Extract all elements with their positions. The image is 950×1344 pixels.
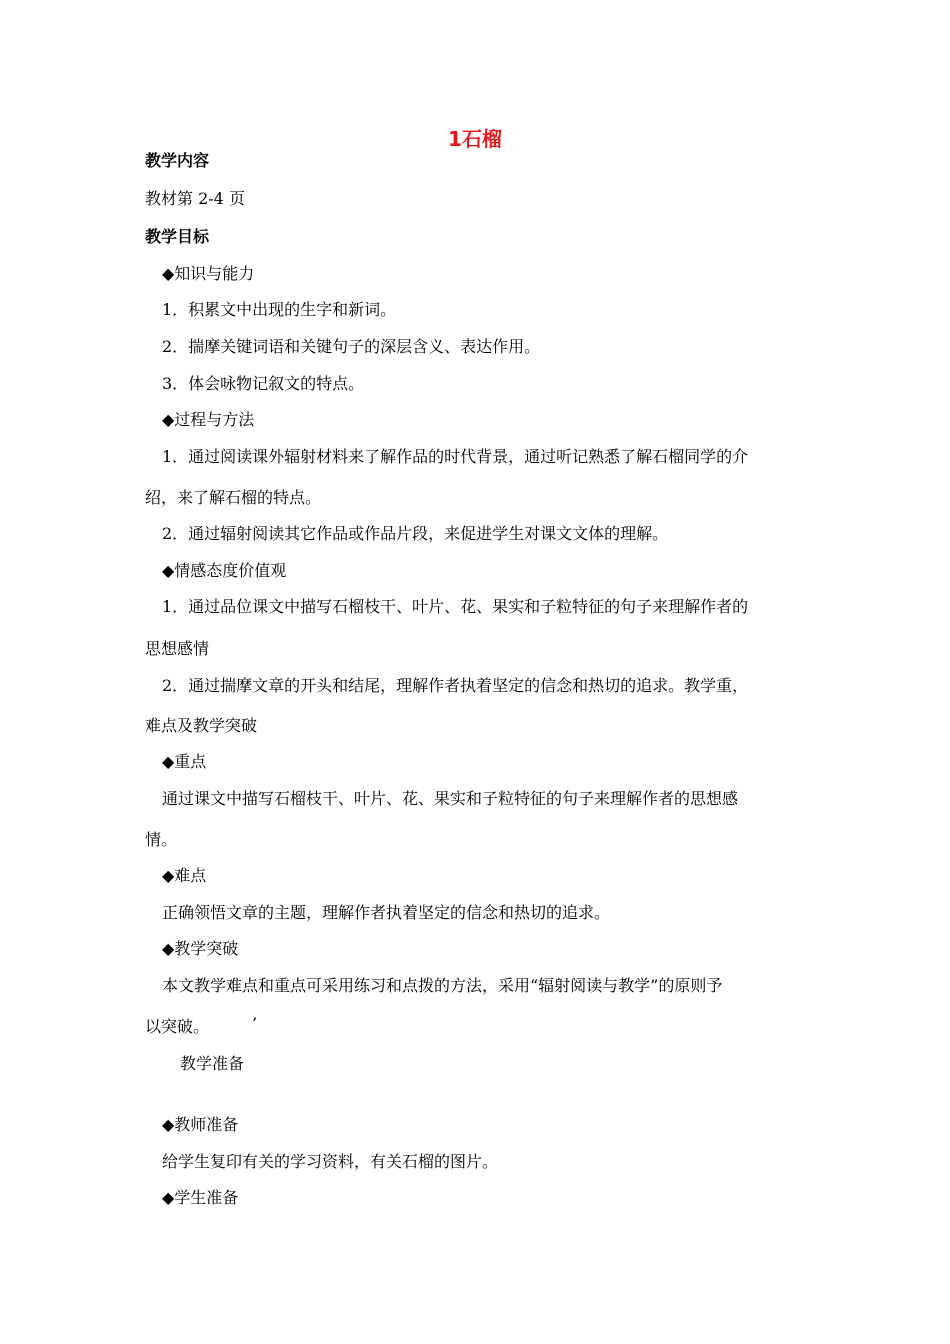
paragraph-line: 思想感情 xyxy=(145,639,210,658)
paragraph-line: 情。 xyxy=(145,830,178,849)
subheading-process: ◆过程与方法 xyxy=(162,410,255,429)
subheading-emotion: ◆情感态度价值观 xyxy=(162,561,287,580)
paragraph-line: 1．通过品位课文中描写石榴枝干、叶片、花、果实和子粒特征的句子来理解作者的 xyxy=(162,597,749,616)
textbook-pages: 教材第 2-4 页 xyxy=(145,189,245,208)
paragraph-line: 3．体会咏物记叙文的特点。 xyxy=(162,374,365,393)
paragraph-line: 难点及教学突破 xyxy=(145,716,258,735)
paragraph-line: 给学生复印有关的学习资料，有关石榴的图片。 xyxy=(162,1152,499,1171)
paragraph-line: 2．通过揣摩文章的开头和结尾，理解作者执着坚定的信念和热切的追求。教学重， xyxy=(162,676,749,695)
subheading-teacher-prep: ◆教师准备 xyxy=(162,1115,239,1134)
paragraph-line: 正确领悟文章的主题，理解作者执着坚定的信念和热切的追求。 xyxy=(162,903,611,922)
document-title: 1石榴 xyxy=(448,127,502,151)
paragraph-line: 2．通过辐射阅读其它作品或作品片段，来促进学生对课文文体的理解。 xyxy=(162,524,669,543)
paragraph-line: 以突破。 xyxy=(145,1017,210,1036)
paragraph-line: 2．揣摩关键词语和关键句子的深层含义、表达作用。 xyxy=(162,337,541,356)
paragraph-line: 绍，来了解石榴的特点。 xyxy=(145,488,322,507)
section-heading-preparation: 教学准备 xyxy=(180,1054,245,1073)
subheading-breakthrough: ◆教学突破 xyxy=(162,939,239,958)
subheading-knowledge: ◆知识与能力 xyxy=(162,264,255,283)
paragraph-line: 本文教学难点和重点可采用练习和点拨的方法，采用“辐射阅读与教学”的原则予 xyxy=(162,976,723,995)
subheading-key-point: ◆重点 xyxy=(162,752,207,771)
subheading-difficulty: ◆难点 xyxy=(162,866,207,885)
stray-mark: ’ xyxy=(252,1014,258,1033)
section-heading-goals: 教学目标 xyxy=(145,227,210,246)
subheading-student-prep: ◆学生准备 xyxy=(162,1188,239,1207)
paragraph-line: 1．积累文中出现的生字和新词。 xyxy=(162,300,397,319)
paragraph-line: 1．通过阅读课外辐射材料来了解作品的时代背景，通过听记熟悉了解石榴同学的介 xyxy=(162,447,749,466)
paragraph-line: 通过课文中描写石榴枝干、叶片、花、果实和子粒特征的句子来理解作者的思想感 xyxy=(162,789,739,808)
section-heading-content: 教学内容 xyxy=(145,151,210,170)
